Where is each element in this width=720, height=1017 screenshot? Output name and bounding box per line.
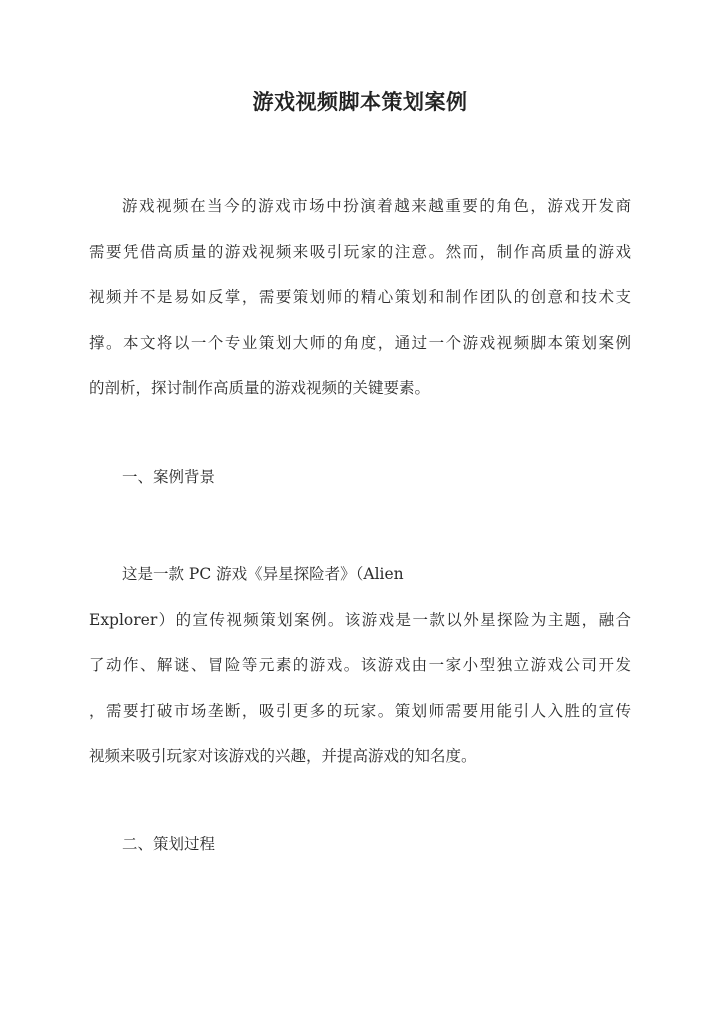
paragraph-line: 视频并不是易如反掌，需要策划师的精心策划和制作团队的创意和技术支: [89, 288, 631, 306]
paragraph-line: Explorer）的宣传视频策划案例。该游戏是一款以外星探险为主题，融合: [89, 610, 631, 629]
intro-paragraph: [89, 184, 631, 412]
paragraph-line: 需要凭借高质量的游戏视频来吸引玩家的注意。然而，制作高质量的游戏: [89, 242, 631, 261]
paragraph-line: ，需要打破市场垄断，吸引更多的玩家。策划师需要用能引人入胜的宣传: [89, 701, 631, 720]
paragraph-line: 了动作、解谜、冒险等元素的游戏。该游戏由一家小型独立游戏公司开发: [89, 656, 631, 674]
section-heading-background: 一、案例背景: [122, 468, 216, 486]
paragraph-line: 撑。本文将以一个专业策划大师的角度，通过一个游戏视频脚本策划案例: [89, 333, 631, 352]
paragraph-line: 游戏视频在当今的游戏市场中扮演着越来越重要的角色，游戏开发商: [122, 197, 631, 215]
background-paragraph: [89, 552, 631, 780]
paragraph-line: 的剖析，探讨制作高质量的游戏视频的关键要素。: [89, 379, 431, 397]
paragraph-line: 视频来吸引玩家对该游戏的兴趣，并提高游戏的知名度。: [89, 747, 477, 765]
section-heading-process: 二、策划过程: [122, 835, 216, 853]
document-title: 游戏视频脚本策划案例: [252, 89, 468, 114]
paragraph-line: 这是一款 PC 游戏《异星探险者》（Alien: [122, 565, 404, 583]
